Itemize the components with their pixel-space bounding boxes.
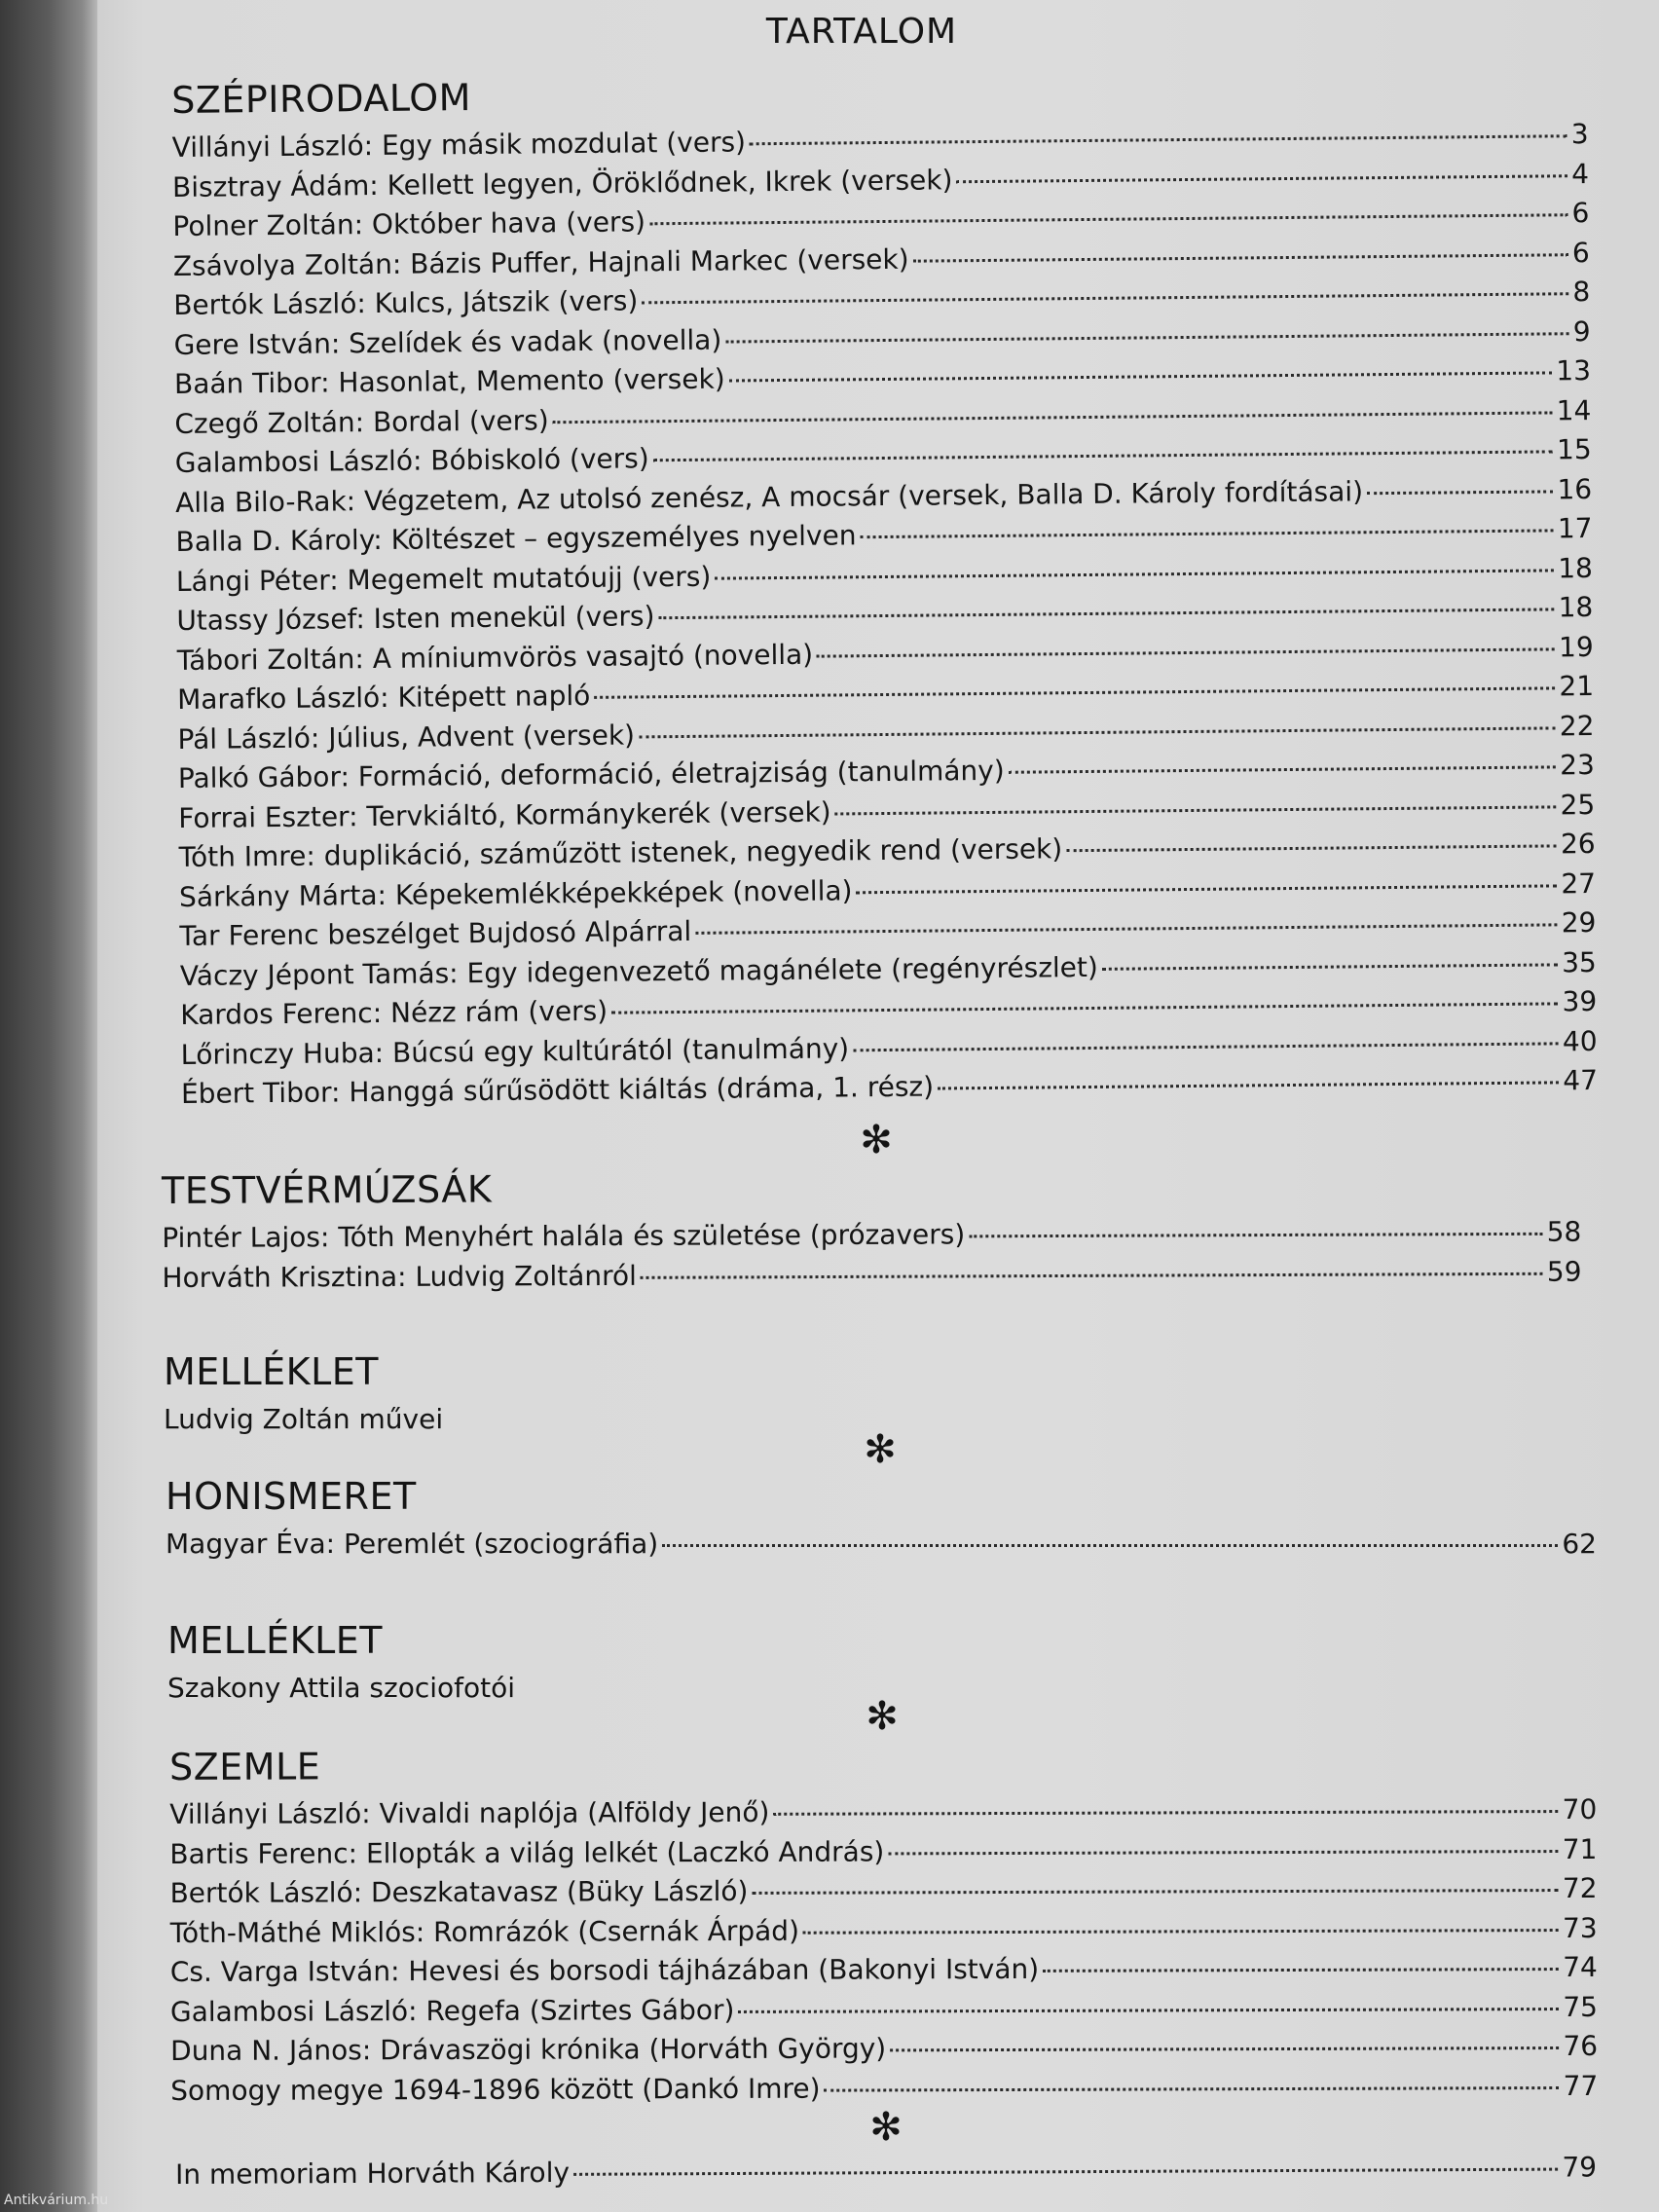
toc-entry xyxy=(170,1987,1598,2032)
toc-entry-title: Magyar Éva: Peremlét (szociográfia) xyxy=(166,1528,659,1560)
section-heading: MELLÉKLET xyxy=(164,1350,379,1393)
section-honismeret xyxy=(166,1474,1597,1565)
toc-entry-title: Czegő Zoltán: Bordal (vers) xyxy=(174,403,549,440)
toc-entry-page: 75 xyxy=(1563,1990,1599,2023)
section-szepirodalom xyxy=(171,64,1598,1114)
toc-entry-page: 15 xyxy=(1556,433,1592,466)
leader-dots xyxy=(695,923,1558,935)
watermark: Antikvárium.hu xyxy=(4,2193,109,2208)
toc-entry-page: 73 xyxy=(1562,1911,1598,1944)
separator-star: ✻ xyxy=(869,2105,903,2150)
leader-dots xyxy=(715,569,1554,579)
book-spine-shadow xyxy=(0,0,97,2212)
toc-entry-page: 71 xyxy=(1562,1832,1598,1865)
section-heading: TESTVÉRMÚZSÁK xyxy=(162,1167,493,1212)
toc-entry-page: 26 xyxy=(1560,827,1596,861)
toc-entry-title: Somogy megye 1694-1896 között (Dankó Imre) xyxy=(170,2072,821,2107)
section-heading: SZÉPIRODALOM xyxy=(171,76,472,122)
toc-entry xyxy=(170,1948,1598,1993)
toc-entry xyxy=(169,1790,1597,1835)
separator-star: ✻ xyxy=(866,1694,899,1739)
leader-dots xyxy=(803,1929,1559,1935)
toc-entry-page: 72 xyxy=(1562,1871,1598,1905)
toc-entry-title: Utassy József: Isten menekül (vers) xyxy=(176,600,655,637)
section-melleklet-1 xyxy=(164,1349,1604,1439)
toc-entry-title: Bertók László: Deszkatavasz (Büky László) xyxy=(169,1874,749,1909)
toc-entry-title: Palkó Gábor: Formáció, deformáció, életrajziság (tanulmány) xyxy=(177,754,1005,794)
leader-dots xyxy=(956,174,1567,183)
toc-entry xyxy=(170,2027,1598,2072)
toc-entry-page: 3 xyxy=(1570,118,1589,151)
toc-entry-title: Alla Bilo-Rak: Végzetem, Az utolsó zenész, A mocsár (versek, Balla D. Károly fordításai) xyxy=(175,474,1364,519)
leader-dots xyxy=(1009,765,1557,773)
toc-entry-title: Forrai Eszter: Tervkiáltó, Kormánykerék (versek) xyxy=(178,795,831,834)
toc-entry-page: 16 xyxy=(1557,472,1593,505)
leader-dots xyxy=(752,1889,1558,1895)
toc-entry-title: Váczy Jépont Tamás: Egy idegenvezető magánélete (regényrészlet) xyxy=(179,950,1098,992)
toc-entry-page: 22 xyxy=(1559,709,1595,742)
toc-entry xyxy=(169,1869,1597,1914)
leader-dots xyxy=(913,253,1568,262)
toc-entry-title: Ébert Tibor: Hanggá sűrűsödött kiáltás (dráma, 1. rész) xyxy=(180,1070,935,1110)
toc-entry-title: Baán Tibor: Hasonlat, Memento (versek) xyxy=(173,362,725,400)
toc-entry-page: 40 xyxy=(1562,1024,1598,1057)
toc-entry-page: 76 xyxy=(1563,2029,1599,2063)
leader-dots xyxy=(738,2008,1559,2013)
toc-entry-page: 17 xyxy=(1557,512,1593,545)
toc-entry-page: 18 xyxy=(1558,591,1594,624)
toc-entry-title: Zsávolya Zoltán: Bázis Puffer, Hajnali Markec (versek) xyxy=(172,242,909,282)
leader-dots xyxy=(639,726,1556,738)
toc-entry-title: Villányi László: Egy másik mozdulat (vers) xyxy=(171,126,747,164)
toc-entry-page: 13 xyxy=(1556,354,1592,387)
leader-dots xyxy=(888,1850,1558,1855)
toc-entry-title: Bisztray Ádám: Kellett legyen, Öröklődnek, Ikrek (versek) xyxy=(171,163,953,203)
toc-entry-title: Gere István: Szelídek és vadak (novella) xyxy=(173,323,722,361)
separator-star: ✻ xyxy=(860,1118,893,1162)
toc-entry-title: Polner Zoltán: Október hava (vers) xyxy=(172,205,646,242)
leader-dots xyxy=(1043,1968,1559,1972)
toc-entry-title: Pál László: Július, Advent (versek) xyxy=(177,718,636,756)
leader-dots xyxy=(1367,490,1553,495)
toc-entry-page: 25 xyxy=(1560,788,1596,821)
toc-entry-page: 27 xyxy=(1561,866,1597,900)
leader-dots xyxy=(649,213,1568,225)
toc-entry-page: 62 xyxy=(1562,1528,1597,1560)
section-text: Szakony Attila szociofotói xyxy=(167,1672,516,1704)
entry-list xyxy=(166,1525,1597,1565)
toc-entry-title: Sárkány Márta: Képekemlékképekképek (novella) xyxy=(178,873,853,913)
toc-entry-page: 74 xyxy=(1563,1950,1598,1984)
leader-dots xyxy=(641,1272,1543,1278)
entry-list xyxy=(169,1790,1598,2111)
toc-entry-page: 4 xyxy=(1571,157,1590,190)
leader-dots xyxy=(817,647,1555,657)
toc-entry-title: Cs. Varga István: Hevesi és borsodi tájházában (Bakonyi István) xyxy=(169,1952,1040,1988)
leader-dots xyxy=(1102,963,1558,970)
toc-entry-page: 8 xyxy=(1572,276,1591,309)
entry-list xyxy=(162,1213,1581,1298)
toc-entry-page: 70 xyxy=(1562,1792,1598,1826)
leader-dots xyxy=(653,450,1553,461)
toc-entry-title: Tábori Zoltán: A míniumvörös vasajtó (novella) xyxy=(176,638,814,677)
toc-entry-page: 59 xyxy=(1546,1255,1582,1288)
section-heading: MELLÉKLET xyxy=(167,1619,383,1662)
toc-entry-page: 47 xyxy=(1563,1063,1599,1097)
toc-entry-page: 35 xyxy=(1561,945,1597,978)
toc-entry-title: Horváth Krisztina: Ludvig Zoltánról xyxy=(162,1259,637,1294)
toc-entry-title: Bartis Ferenc: Ellopták a világ lelkét (Laczkó András) xyxy=(169,1834,885,1870)
leader-dots xyxy=(938,1081,1559,1089)
toc-entry-title: Duna N. János: Drávaszögi krónika (Horváth György) xyxy=(170,2032,887,2067)
toc-entry-title: Galambosi László: Bóbiskoló (vers) xyxy=(174,442,649,479)
toc-entry-page: 58 xyxy=(1546,1215,1582,1248)
toc-entry-page: 19 xyxy=(1558,630,1594,663)
toc-entry xyxy=(175,2148,1597,2194)
toc-entry-title: In memoriam Horváth Károly xyxy=(175,2156,571,2191)
leader-dots xyxy=(594,686,1555,698)
leader-dots xyxy=(890,2046,1559,2051)
leader-dots xyxy=(1066,844,1557,852)
section-memoriam xyxy=(175,2148,1597,2194)
toc-entry-page: 6 xyxy=(1571,236,1590,269)
toc-entry-page: 6 xyxy=(1571,197,1590,230)
section-heading: SZEMLE xyxy=(169,1745,321,1788)
leader-dots xyxy=(658,608,1554,619)
toc-entry xyxy=(162,1213,1581,1259)
toc-entry xyxy=(166,1525,1597,1565)
toc-entry xyxy=(162,1252,1581,1298)
leader-dots xyxy=(860,529,1553,538)
entry-list xyxy=(171,115,1598,1114)
toc-entry-title: Balla D. Károly: Költészet – egyszemélyes nyelven xyxy=(175,519,857,558)
toc-entry-title: Galambosi László: Regefa (Szirtes Gábor) xyxy=(169,1993,735,2028)
toc-entry-page: 9 xyxy=(1572,314,1591,348)
toc-entry-title: Lángi Péter: Megemelt mutatóujj (vers) xyxy=(175,560,712,598)
toc-entry-page: 29 xyxy=(1561,905,1597,940)
section-szemle xyxy=(169,1740,1598,2111)
toc-entry xyxy=(170,1908,1598,1953)
leader-dots xyxy=(553,411,1553,424)
toc-entry-title: Villányi László: Vivaldi naplója (Alföldy Jenő) xyxy=(169,1795,770,1830)
section-text: Ludvig Zoltán művei xyxy=(164,1403,444,1435)
toc-entry-title: Tar Ferenc beszélget Bujdosó Alpárral xyxy=(179,914,692,952)
leader-dots xyxy=(773,1810,1558,1816)
separator-star: ✻ xyxy=(864,1427,897,1472)
toc-entry-title: Lőrinczy Huba: Búcsú egy kultúrától (tanulmány) xyxy=(180,1031,850,1071)
toc-entry-page: 39 xyxy=(1562,984,1598,1018)
leader-dots xyxy=(969,1233,1542,1238)
toc-entry-page: 14 xyxy=(1556,393,1592,426)
contents-page xyxy=(97,0,1659,2212)
page-title: TARTALOM xyxy=(765,12,958,52)
toc-entry-page: 79 xyxy=(1562,2151,1598,2184)
toc-entry-title: Bertók László: Kulcs, Játszik (vers) xyxy=(173,284,639,321)
entry-list xyxy=(175,2148,1597,2194)
leader-dots xyxy=(725,332,1568,343)
leader-dots xyxy=(853,1042,1559,1051)
toc-entry-page: 77 xyxy=(1563,2069,1599,2102)
leader-dots xyxy=(835,805,1557,815)
leader-dots xyxy=(611,1002,1558,1014)
leader-dots xyxy=(825,2086,1560,2092)
leader-dots xyxy=(642,292,1568,304)
toc-entry-page: 23 xyxy=(1560,749,1595,782)
toc-entry-title: Marafko László: Kitépett napló xyxy=(176,679,591,716)
leader-dots xyxy=(573,2168,1558,2176)
toc-entry-title: Tóth Imre: duplikáció, száműzött istenek, negyedik rend (versek) xyxy=(178,832,1063,873)
toc-entry-title: Kardos Ferenc: Nézz rám (vers) xyxy=(180,994,608,1031)
toc-entry-title: Tóth-Máthé Miklós: Romrázók (Csernák Árpád) xyxy=(169,1914,800,1949)
leader-dots xyxy=(856,884,1557,894)
toc-entry-page: 21 xyxy=(1559,670,1595,703)
leader-dots xyxy=(729,371,1553,382)
section-heading: HONISMERET xyxy=(166,1475,417,1518)
leader-dots xyxy=(750,134,1567,145)
leader-dots xyxy=(662,1544,1558,1547)
section-testvermuzsak xyxy=(162,1162,1582,1298)
toc-entry-title: Pintér Lajos: Tóth Menyhért halála és születése (prózavers) xyxy=(162,1218,966,1254)
toc-entry-page: 18 xyxy=(1558,551,1594,584)
toc-entry xyxy=(169,1829,1597,1874)
